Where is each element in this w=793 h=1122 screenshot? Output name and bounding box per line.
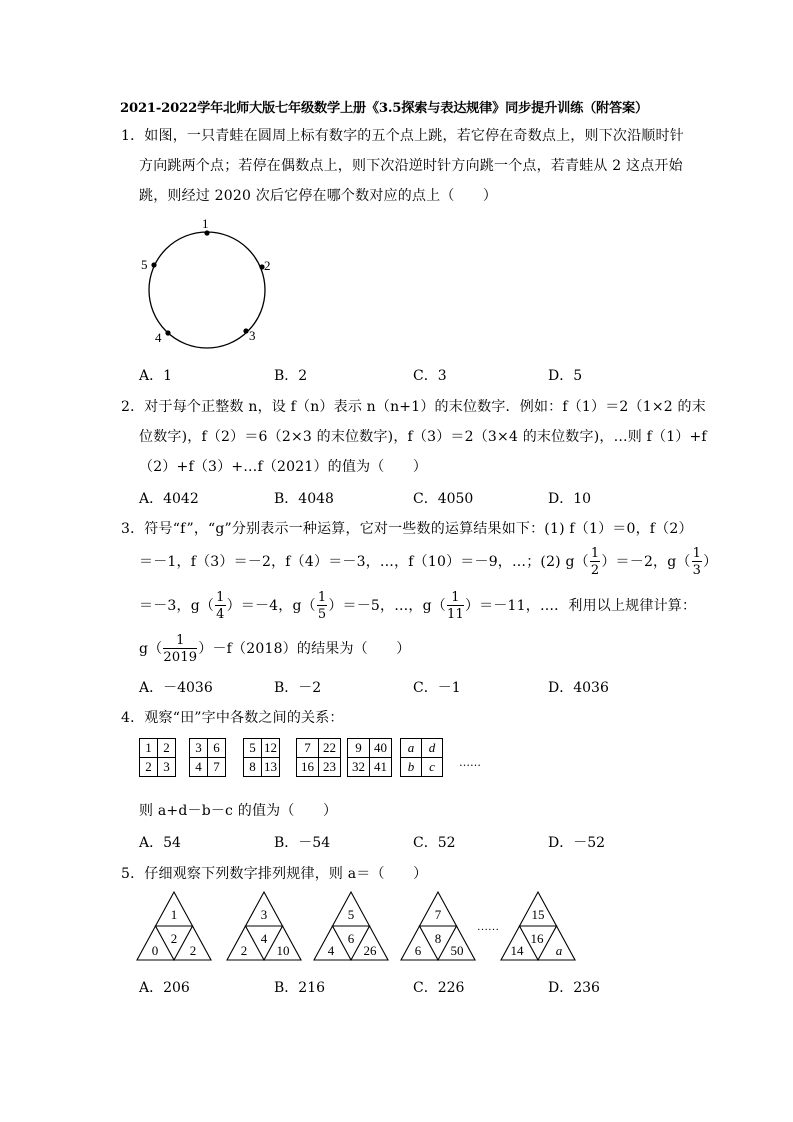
q4-grid2-c: 7 bbox=[208, 758, 226, 777]
q5-t3-center: 6 bbox=[347, 931, 355, 946]
q5-t1-top: 1 bbox=[170, 907, 178, 922]
q4-option-a[interactable]: A．54 bbox=[139, 835, 181, 851]
q2-option-c[interactable]: C．4050 bbox=[413, 491, 474, 507]
q3-line2-part-c: ） bbox=[703, 554, 718, 570]
q1-label-1: 1 bbox=[202, 216, 209, 231]
q4-grid6-d: d bbox=[422, 739, 443, 758]
q5-option-b[interactable]: B．216 bbox=[274, 980, 326, 996]
q3-option-c[interactable]: C．－1 bbox=[413, 680, 461, 696]
q5-triangle-4 bbox=[401, 892, 475, 960]
q5-triangle-3 bbox=[314, 892, 388, 960]
q4-option-d[interactable]: D．－52 bbox=[548, 835, 606, 851]
q4-grid-1 bbox=[139, 738, 176, 777]
q4-option-c[interactable]: C．52 bbox=[413, 835, 456, 851]
q1-stem-line3: 跳，则经过 2020 次后它停在哪个数对应的点上（ ） bbox=[139, 188, 498, 204]
q5-t4-right: 50 bbox=[450, 943, 464, 958]
q1-stem-line2: 方向跳两个点；若停在偶数点上，则下次沿逆时针方向跳一个点，若青蛙从 2 这点开始 bbox=[139, 158, 683, 174]
q3-stem-line2 bbox=[139, 547, 717, 577]
q3-fraction-1-5 bbox=[317, 591, 327, 621]
q4-grid1-d: 2 bbox=[158, 739, 176, 758]
q5-t5-left: 14 bbox=[510, 943, 524, 958]
q4-grid4-b: 16 bbox=[297, 758, 319, 777]
q4-grid-4 bbox=[296, 738, 341, 777]
q2-stem-line2: 位数字)，f（2）＝6（2×3 的末位数字)，f（3）＝2（3×4 的末位数字)，…则 f（1）+f bbox=[139, 429, 707, 445]
q2-stem-line3: （2）+f（3）+…f（2021）的值为（ ） bbox=[139, 459, 428, 475]
q3-line3-part-a: ＝－3，g（ bbox=[139, 598, 215, 614]
q3-fraction-1-4 bbox=[215, 591, 225, 621]
q3-frac3-numerator: 1 bbox=[216, 590, 225, 605]
q3-stem-line4 bbox=[139, 634, 410, 664]
q3-frac5-denominator: 11 bbox=[447, 607, 464, 622]
q3-stem-line3 bbox=[139, 591, 696, 621]
q4-grid2-b: 4 bbox=[190, 758, 208, 777]
q1-label-4: 4 bbox=[155, 330, 162, 345]
q4-grid1-a: 1 bbox=[140, 739, 158, 758]
q4-grid6-b: b bbox=[401, 758, 422, 777]
q3-fraction-1-11 bbox=[447, 591, 464, 621]
q4-grid3-b: 8 bbox=[244, 758, 262, 777]
q3-frac3-denominator: 4 bbox=[216, 607, 225, 622]
q3-option-b[interactable]: B．－2 bbox=[274, 680, 322, 696]
q2-option-d[interactable]: D．10 bbox=[548, 491, 592, 507]
q3-line4-part-a: g（ bbox=[139, 641, 163, 657]
q4-grid3-d: 12 bbox=[262, 739, 280, 758]
q5-t4-top: 7 bbox=[434, 907, 442, 922]
q4-grid2-d: 6 bbox=[208, 739, 226, 758]
q1-option-c[interactable]: C．3 bbox=[413, 368, 447, 384]
q1-point-1 bbox=[204, 230, 209, 235]
q3-option-a[interactable]: A．－4036 bbox=[139, 680, 213, 696]
q1-option-a[interactable]: A．1 bbox=[139, 368, 173, 384]
q4-stem-line1: 4．观察“田”字中各数之间的关系： bbox=[121, 710, 344, 726]
q1-label-2: 2 bbox=[264, 258, 271, 273]
q3-frac5-numerator: 1 bbox=[447, 591, 464, 606]
q3-line4-part-b: ）－f（2018）的结果为（ ） bbox=[198, 641, 411, 657]
q5-triangle-5-figure bbox=[498, 888, 582, 964]
q4-grid6-a: a bbox=[401, 739, 422, 758]
q1-point-5 bbox=[151, 262, 156, 267]
q5-t4-center: 8 bbox=[434, 931, 442, 946]
q4-grid3-a: 5 bbox=[244, 739, 262, 758]
q5-t1-right: 2 bbox=[189, 943, 197, 958]
q5-t2-left: 2 bbox=[240, 943, 248, 958]
q1-option-b[interactable]: B．2 bbox=[274, 368, 308, 384]
q4-grid2-a: 3 bbox=[190, 739, 208, 758]
page-title: 2021-2022学年北师大版七年级数学上册《3.5探索与表达规律》同步提升训练（附答案） bbox=[120, 101, 649, 116]
q4-grid3-c: 13 bbox=[262, 758, 280, 777]
q3-line2-part-a: ＝－1，f（3）＝－2，f（4）＝－3，…，f（10）＝－9，…；(2) g（ bbox=[139, 554, 589, 570]
q5-t2-center: 4 bbox=[260, 931, 268, 946]
q5-t4-left: 6 bbox=[414, 943, 422, 958]
q1-option-d[interactable]: D．5 bbox=[548, 368, 583, 384]
q5-t3-top: 5 bbox=[347, 907, 355, 922]
q5-option-c[interactable]: C．226 bbox=[413, 980, 465, 996]
q3-line3-part-d: ）＝－11，…．利用以上规律计算： bbox=[464, 598, 697, 614]
q5-triangle-2 bbox=[227, 892, 301, 960]
q5-t2-right: 10 bbox=[276, 943, 290, 958]
q3-frac1-numerator: 1 bbox=[590, 546, 600, 561]
q5-t3-left: 4 bbox=[327, 943, 335, 958]
q4-grid6-c: c bbox=[422, 758, 443, 777]
q1-point-3 bbox=[243, 328, 248, 333]
q3-line2-part-b: ）＝－2，g（ bbox=[601, 554, 691, 570]
q4-grid4-c: 23 bbox=[319, 758, 341, 777]
q1-circle-figure bbox=[130, 212, 290, 357]
q3-fraction-1-2 bbox=[590, 547, 600, 577]
q5-t1-center: 2 bbox=[170, 931, 178, 946]
q4-grid1-b: 2 bbox=[140, 758, 158, 777]
q4-grid-6 bbox=[400, 738, 443, 777]
q4-grid1-c: 3 bbox=[158, 758, 176, 777]
q1-label-5: 5 bbox=[141, 257, 148, 272]
q4-grid5-b: 32 bbox=[348, 758, 370, 777]
q5-triangle-1 bbox=[137, 892, 211, 960]
q4-grid5-a: 9 bbox=[348, 739, 370, 758]
q5-stem-line1: 5．仔细观察下列数字排列规律，则 a＝（ ） bbox=[121, 866, 428, 882]
q3-frac6-numerator: 1 bbox=[163, 634, 197, 649]
q4-ellipsis: …… bbox=[459, 756, 481, 769]
q3-option-d[interactable]: D．4036 bbox=[548, 680, 609, 696]
q3-fraction-1-2019 bbox=[163, 634, 197, 664]
q5-t5-right: a bbox=[555, 943, 563, 958]
q2-option-b[interactable]: B．4048 bbox=[274, 491, 334, 507]
q4-option-b[interactable]: B．－54 bbox=[274, 835, 331, 851]
q5-t2-top: 3 bbox=[260, 907, 268, 922]
q5-option-a[interactable]: A．206 bbox=[139, 980, 190, 996]
q4-grid4-d: 22 bbox=[319, 739, 341, 758]
q2-stem-line1: 2．对于每个正整数 n，设 f（n）表示 n（n+1）的末位数字．例如：f（1）＝2（1×2 的末 bbox=[121, 399, 706, 415]
q5-t5-center: 16 bbox=[530, 931, 544, 946]
q4-grid-2 bbox=[189, 738, 226, 777]
q4-grid5-d: 40 bbox=[370, 739, 392, 758]
q4-grid5-c: 41 bbox=[370, 758, 392, 777]
q2-option-a[interactable]: A．4042 bbox=[139, 491, 199, 507]
q5-option-d[interactable]: D．236 bbox=[548, 980, 600, 996]
q4-grid-5 bbox=[347, 738, 392, 777]
q3-frac4-denominator: 5 bbox=[317, 607, 327, 622]
q3-stem-line1: 3．符号“f”，“g”分别表示一种运算，它对一些数的运算结果如下：(1) f（1）＝0，f（2） bbox=[121, 521, 693, 537]
q3-frac2-numerator: 1 bbox=[692, 546, 702, 561]
q1-point-4 bbox=[165, 330, 170, 335]
q3-fraction-1-3 bbox=[692, 547, 702, 577]
q3-frac2-denominator: 3 bbox=[692, 563, 702, 578]
q1-stem-line1: 1．如图，一只青蛙在圆周上标有数字的五个点上跳，若它停在奇数点上，则下次沿顺时针 bbox=[121, 128, 684, 144]
q5-triangle-5 bbox=[501, 892, 575, 960]
q1-label-3: 3 bbox=[249, 328, 256, 343]
q5-t3-right: 26 bbox=[363, 943, 377, 958]
q3-frac6-denominator: 2019 bbox=[163, 650, 198, 665]
q4-grid-3 bbox=[243, 738, 280, 777]
q5-triangles-figure bbox=[130, 888, 530, 964]
q5-t5-top: 15 bbox=[531, 907, 545, 922]
q3-line3-part-c: ）＝－5，…，g（ bbox=[328, 598, 446, 614]
q5-ellipsis: …… bbox=[477, 921, 499, 933]
q4-stem-line2: 则 a+d－b－c 的值为（ ） bbox=[139, 803, 338, 819]
q3-frac4-numerator: 1 bbox=[317, 590, 327, 605]
q5-t1-left: 0 bbox=[151, 943, 159, 958]
q3-frac1-denominator: 2 bbox=[590, 563, 600, 578]
q3-line3-part-b: ）＝－4，g（ bbox=[226, 598, 316, 614]
q4-grid4-a: 7 bbox=[297, 739, 319, 758]
